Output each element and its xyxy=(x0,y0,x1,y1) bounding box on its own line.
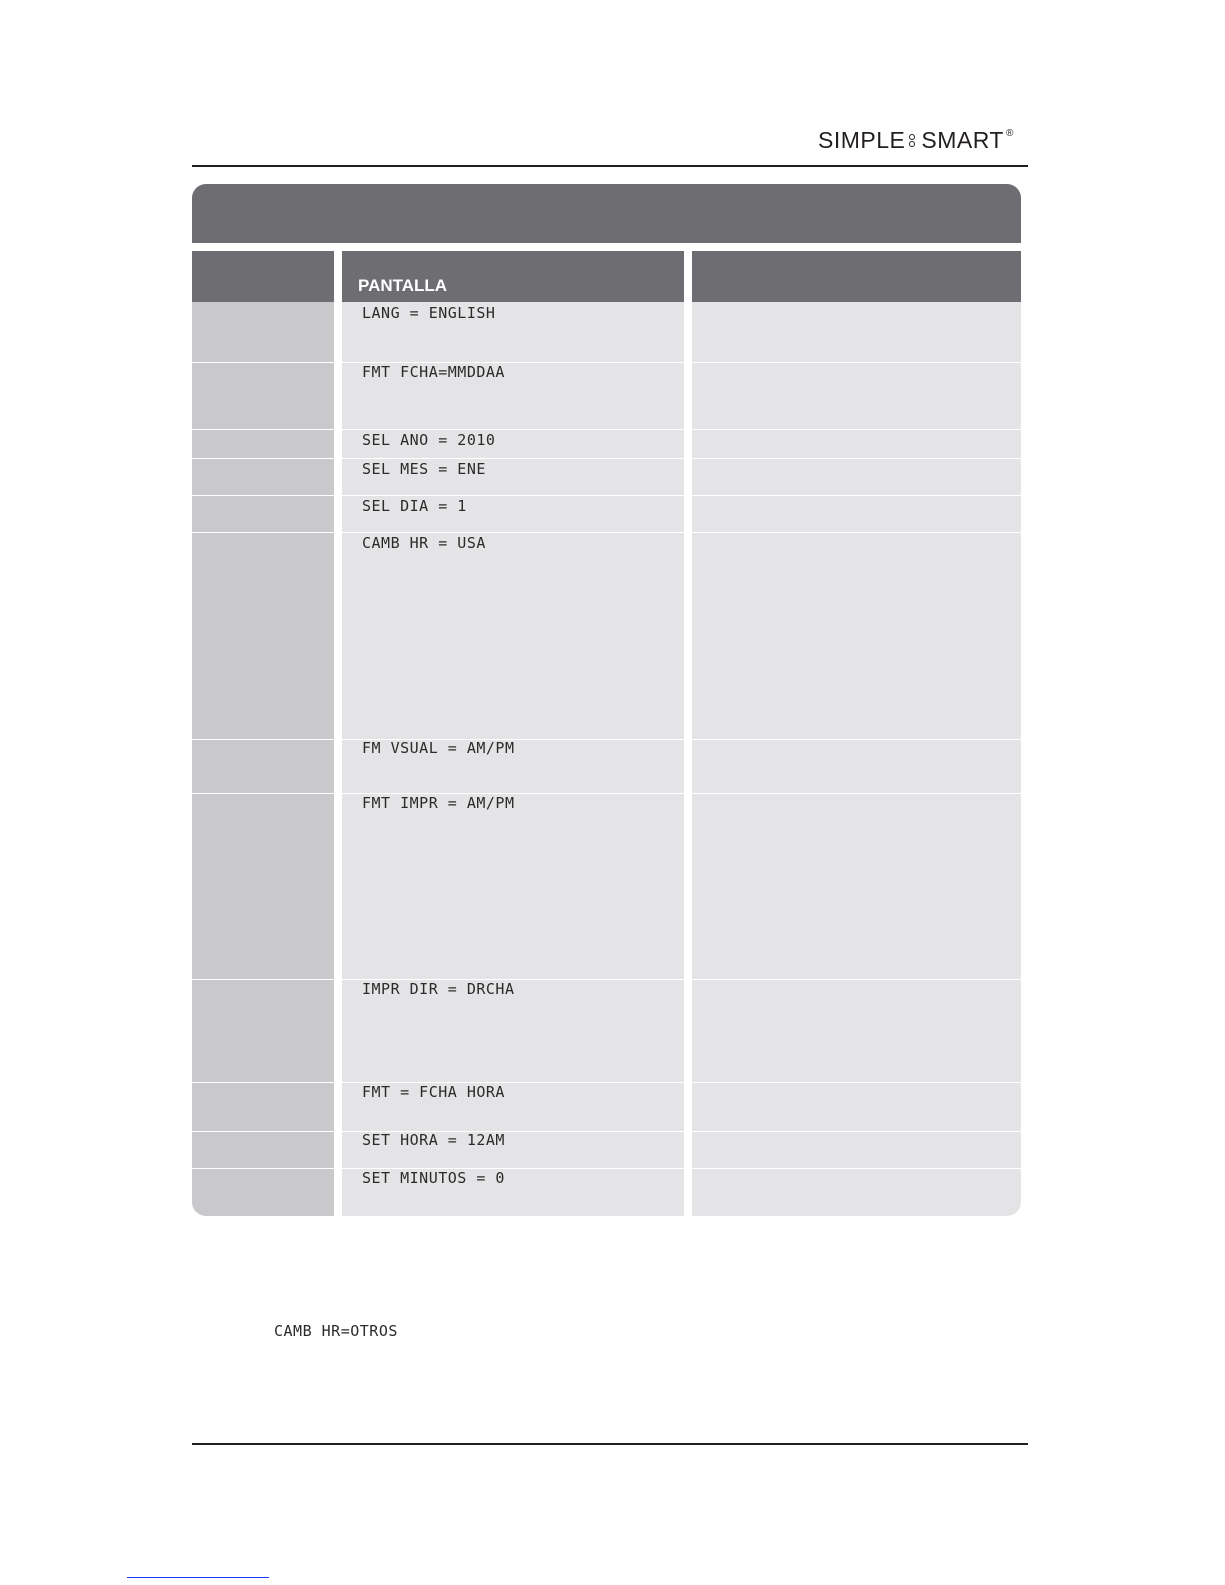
display-text: FMT = FCHA HORA xyxy=(362,1083,505,1101)
header-rule xyxy=(192,165,1028,167)
column-header-display-label: PANTALLA xyxy=(358,276,448,295)
display-text: CAMB HR = USA xyxy=(362,534,486,552)
row-divider xyxy=(192,495,1021,496)
row-divider xyxy=(192,1168,1021,1169)
brand-left: SIMPLE xyxy=(818,126,906,153)
brand-right: SMART xyxy=(921,126,1004,153)
display-text: SET MINUTOS = 0 xyxy=(362,1169,505,1187)
display-text: FMT FCHA=MMDDAA xyxy=(362,363,505,381)
row-divider xyxy=(192,1082,1021,1083)
row-divider xyxy=(192,793,1021,794)
column-header-3 xyxy=(692,251,1021,302)
brand-logo xyxy=(818,126,1014,154)
infinity-icon xyxy=(909,133,917,147)
row-divider xyxy=(192,429,1021,430)
display-text: IMPR DIR = DRCHA xyxy=(362,980,515,998)
footer-link-underline[interactable] xyxy=(127,1577,269,1578)
display-text: SET HORA = 12AM xyxy=(362,1131,505,1149)
display-text: FMT IMPR = AM/PM xyxy=(362,794,515,812)
column-header-1 xyxy=(192,251,334,302)
display-text: LANG = ENGLISH xyxy=(362,304,496,322)
note-display-text: CAMB HR=OTROS xyxy=(274,1322,398,1340)
row-divider xyxy=(192,458,1021,459)
footer-rule xyxy=(192,1443,1028,1445)
registered-mark: ® xyxy=(1005,127,1014,139)
row-divider xyxy=(192,362,1021,363)
display-text: SEL DIA = 1 xyxy=(362,497,467,515)
column-separator xyxy=(684,251,692,1216)
column-header-display xyxy=(342,251,684,302)
display-text: SEL ANO = 2010 xyxy=(362,431,496,449)
display-text: FM VSUAL = AM/PM xyxy=(362,739,515,757)
first-column-fill xyxy=(192,302,338,1216)
row-divider xyxy=(192,532,1021,533)
settings-table xyxy=(192,184,1021,1216)
column-separator xyxy=(334,251,342,1216)
table-title-band xyxy=(192,184,1021,243)
row-divider xyxy=(192,979,1021,980)
row-divider xyxy=(192,739,1021,740)
row-divider xyxy=(192,1131,1021,1132)
display-text: SEL MES = ENE xyxy=(362,460,486,478)
table-gap xyxy=(192,243,1021,251)
